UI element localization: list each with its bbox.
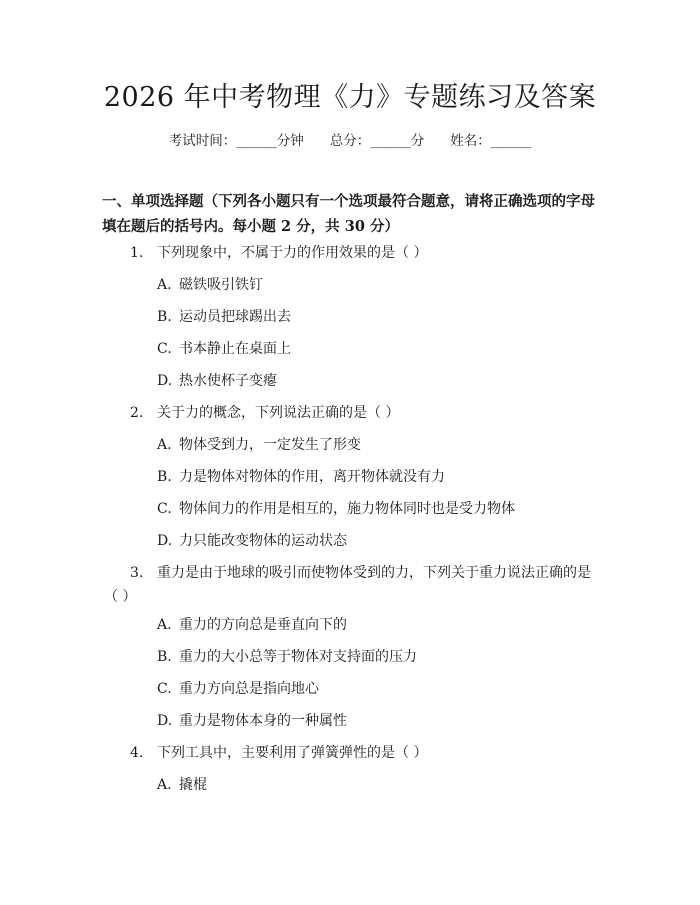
question-number: 4.	[130, 745, 144, 761]
question-3-option-a	[157, 615, 347, 635]
option-letter: A.	[157, 777, 172, 793]
option-text: 力只能改变物体的运动状态	[179, 533, 347, 549]
option-text: 撬棍	[179, 777, 207, 793]
option-letter: C.	[157, 501, 172, 517]
question-3-stem	[104, 561, 592, 609]
option-text: 重力是物体本身的一种属性	[179, 713, 347, 729]
question-number: 2.	[130, 405, 144, 421]
question-number: 1.	[130, 245, 144, 261]
option-text: 力是物体对物体的作用，离开物体就没有力	[179, 469, 445, 485]
question-1-option-b	[157, 307, 291, 327]
question-2-option-a	[157, 435, 361, 455]
question-3-option-b	[157, 647, 417, 667]
option-letter: D.	[157, 373, 173, 389]
option-text: 物体间力的作用是相互的，施力物体同时也是受力物体	[179, 501, 515, 517]
total-score-field: 总分：______分	[329, 133, 425, 149]
option-letter: A.	[157, 617, 172, 633]
option-text: 书本静止在桌面上	[179, 341, 291, 357]
option-letter: D.	[157, 713, 173, 729]
question-1-option-a	[157, 275, 263, 295]
option-text: 磁铁吸引铁钉	[179, 277, 263, 293]
option-letter: A.	[157, 277, 172, 293]
question-text: 下列现象中，不属于力的作用效果的是（ ）	[157, 245, 428, 261]
exam-info-line	[0, 131, 700, 151]
option-text: 热水使杯子变瘪	[179, 373, 277, 389]
option-text: 重力方向总是指向地心	[179, 681, 319, 697]
question-text: 重力是由于地球的吸引而使物体受到的力，下列关于重力说法正确的是（ ）	[104, 565, 591, 605]
name-field: 姓名：______	[450, 133, 532, 149]
option-text: 物体受到力，一定发生了形变	[179, 437, 361, 453]
exam-time-field: 考试时间：______分钟	[168, 133, 304, 149]
page-title: 2026 年中考物理《力》专题练习及答案	[103, 82, 597, 113]
question-3-option-d	[157, 711, 347, 731]
question-1-option-c	[157, 339, 291, 359]
question-2-option-b	[157, 467, 445, 487]
question-4-stem	[130, 743, 427, 763]
option-letter: C.	[157, 341, 172, 357]
option-letter: C.	[157, 681, 172, 697]
option-letter: D.	[157, 533, 173, 549]
option-letter: B.	[157, 649, 172, 665]
section-heading: 一、单项选择题（下列各小题只有一个选项最符合题意，请将正确选项的字母填在题后的括号内。每小题 2 分，共 30 分）	[102, 193, 595, 235]
option-letter: B.	[157, 309, 172, 325]
question-text: 关于力的概念，下列说法正确的是（ ）	[157, 405, 400, 421]
option-letter: B.	[157, 469, 172, 485]
question-4-option-a	[157, 775, 207, 795]
question-2-stem	[130, 403, 399, 423]
option-text: 运动员把球踢出去	[179, 309, 291, 325]
question-2-option-d	[157, 531, 347, 551]
question-number: 3.	[130, 565, 144, 581]
question-1-stem	[130, 243, 427, 263]
option-letter: A.	[157, 437, 172, 453]
question-3-option-c	[157, 679, 319, 699]
option-text: 重力的大小总等于物体对支持面的压力	[179, 649, 417, 665]
question-1-option-d	[157, 371, 277, 391]
question-2-option-c	[157, 499, 515, 519]
option-text: 重力的方向总是垂直向下的	[179, 617, 347, 633]
question-text: 下列工具中，主要利用了弹簧弹性的是（ ）	[157, 745, 428, 761]
